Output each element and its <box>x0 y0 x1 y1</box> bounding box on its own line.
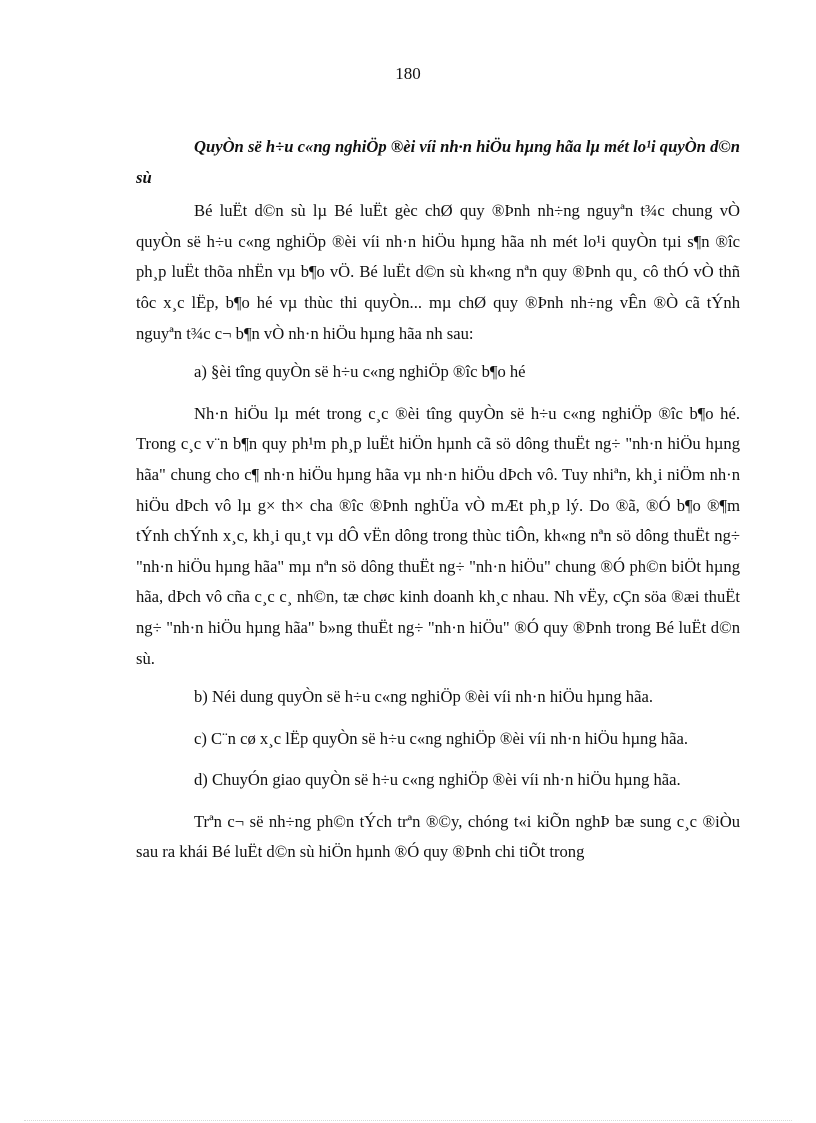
list-item-a: a) §èi tîng quyÒn së h÷u c«ng nghiÖp ®îc b¶o hé <box>194 362 526 382</box>
page-number: 180 <box>395 64 421 83</box>
list-item-b: b) Néi dung quyÒn së h÷u c«ng nghiÖp ®èi víi nh·n hiÖu hµng hãa. <box>194 687 653 707</box>
paragraph-intro: Bé luËt d©n sù lµ Bé luËt gèc chØ quy ®Þnh nh÷ng nguyªn t¾c chung vÒ quyÒn së h÷u c«ng nghiÖp ®èi víi nh·n hiÖu hµng hãa nh mét lo¹i quyÒn tµi s¶n ®îc ph¸p luËt thõa nhËn vµ b¶o vÖ. Bé luËt d©n sù kh«ng nªn quy ®Þnh qu¸ cô thÓ vÒ thñ tôc x¸c lËp, b¶o hé vµ thùc thi quyÒn... mµ chØ quy ®Þnh nh÷ng vÊn ®Ò cã tÝnh nguyªn t¾c c¬ b¶n vÒ nh·n hiÖu hµng hãa nh sau: <box>136 201 740 343</box>
page-bottom-divider <box>24 1120 792 1121</box>
list-item-c: c) C¨n cø x¸c lËp quyÒn së h÷u c«ng nghiÖp ®èi víi nh·n hiÖu hµng hãa. <box>194 728 688 748</box>
section-heading: QuyÒn së h÷u c«ng nghiÖp ®èi víi nh·n hiÖu hµng hãa lµ mét lo¹i quyÒn d©n sù <box>136 137 740 187</box>
paragraph-conclusion: Trªn c¬ së nh÷ng ph©n tÝch trªn ®©y, chóng t«i kiÕn nghÞ bæ sung c¸c ®iÒu sau ra khái Bé luËt d©n sù hiÖn hµnh ®Ó quy ®Þnh chi tiÕt trong <box>136 811 740 862</box>
paragraph-trademark: Nh·n hiÖu lµ mét trong c¸c ®èi tîng quyÒn së h÷u c«ng nghiÖp ®îc b¶o hé. Trong c¸c v¨n b¶n quy ph¹m ph¸p luËt hiÖn hµnh cã sö dông thuËt ng÷ "nh·n hiÖu hµng hãa" chung cho c¶ nh·n hiÖu hµng hãa vµ nh·n hiÖu dÞch vô. Tuy nhiªn, kh¸i niÖm nh·n hiÖu dÞch vô lµ g× th× cha ®îc ®Þnh nghÜa vÒ mÆt ph¸p lý. Do ®ã, ®Ó b¶o ®¶m tÝnh chÝnh x¸c, kh¸i qu¸t vµ dÔ vËn dông trong thùc tiÔn, kh«ng nªn sö dông thuËt ng÷ "nh·n hiÖu hµng hãa" mµ nªn sö dông thuËt ng÷ "nh·n hiÖu" chung ®Ó ph©n biÖt hµng hãa, dÞch vô cña c¸c c¸ nh©n, tæ chøc kinh doanh kh¸c nhau. Nh vËy, cÇn söa ®æi thuËt ng÷ "nh·n hiÖu hµng hãa" b»ng thuËt ng÷ "nh·n hiÖu" ®Ó quy ®Þnh trong Bé luËt d©n sù. <box>136 403 740 668</box>
page-content <box>136 131 740 876</box>
list-item-d: d) ChuyÓn giao quyÒn së h÷u c«ng nghiÖp ®èi víi nh·n hiÖu hµng hãa. <box>194 770 681 790</box>
